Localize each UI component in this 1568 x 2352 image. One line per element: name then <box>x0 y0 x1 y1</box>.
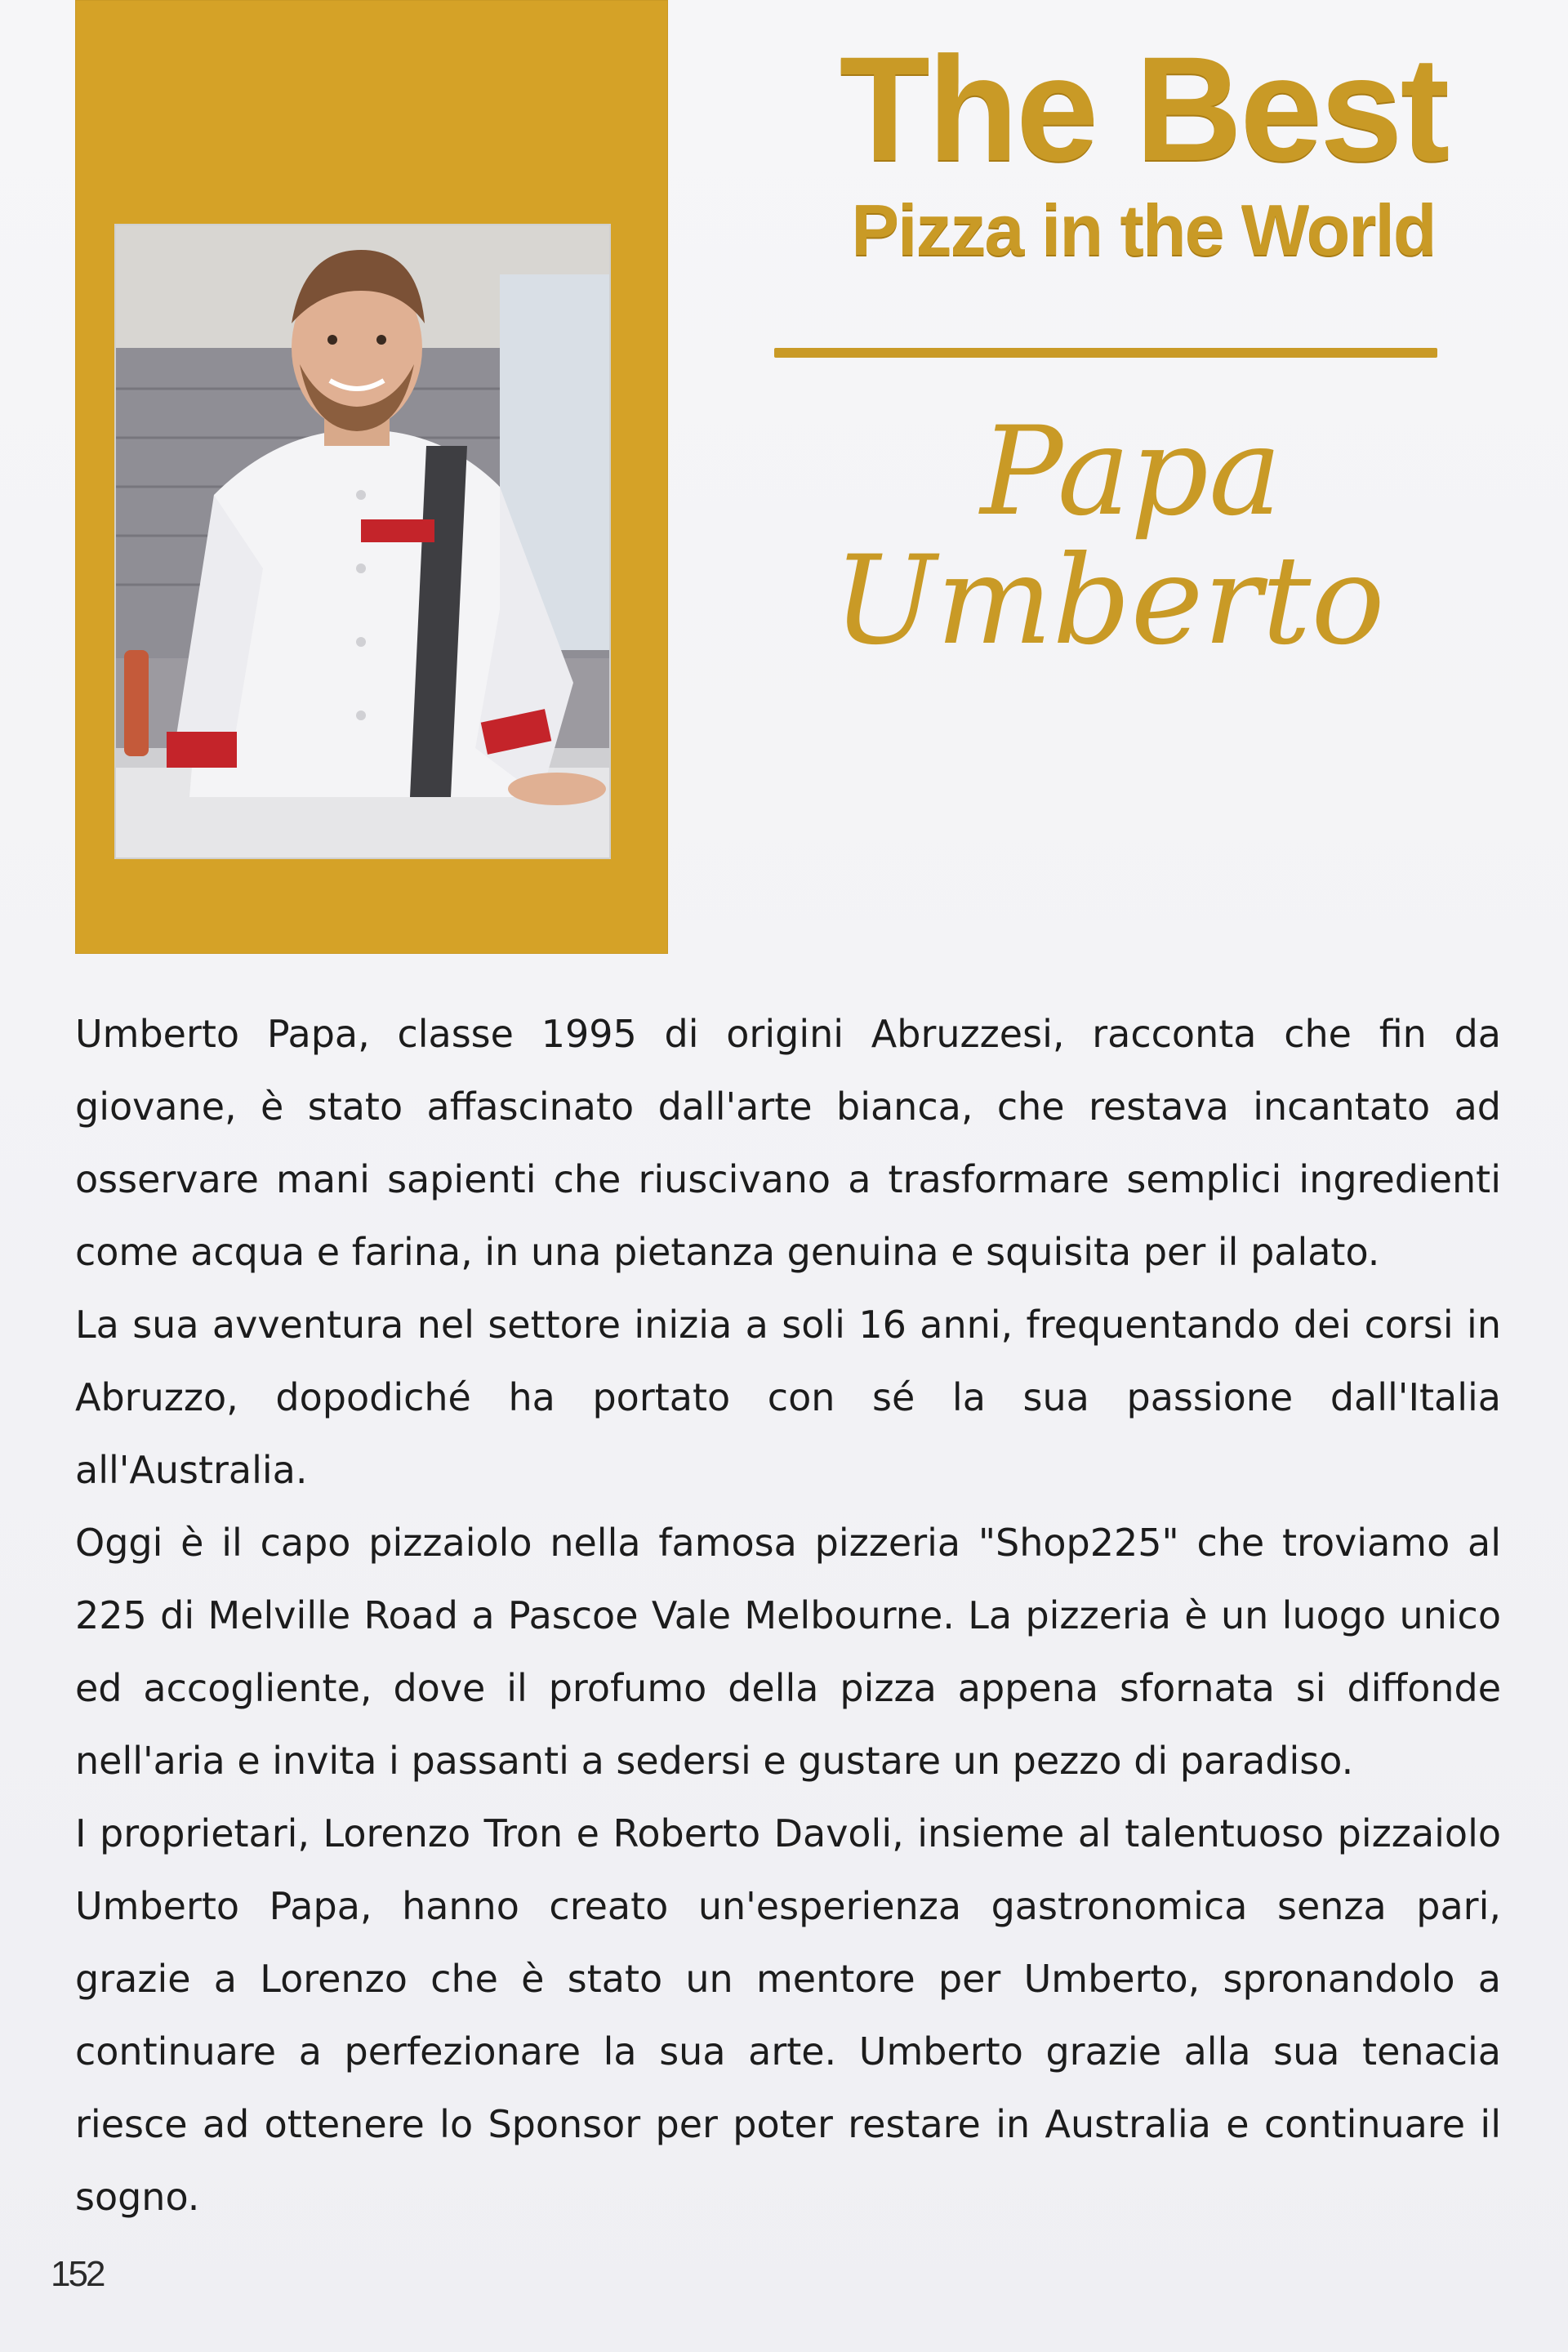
name-second-line: Umberto <box>833 529 1385 672</box>
chef-portrait-photo <box>114 224 611 859</box>
article-body <box>75 998 1501 2234</box>
name-first-line: Papa <box>980 401 1282 543</box>
paragraph: Umberto Papa, classe 1995 di origini Abruzzesi, racconta che fin da giovane, è stato affascinato dall'arte bianca, che restava incantato ad osservare mani sapienti che riuscivano a trasformare semplici ingredienti come acqua e farina, in una pietanza genuina e squisita per il palato. <box>75 1012 1501 1274</box>
paragraph: I proprietari, Lorenzo Tron e Roberto Davoli, insieme al talentuoso pizzaiolo Umberto Papa, hanno creato un'esperienza gastronomica senza pari, grazie a Lorenzo che è stato un mentore per Umberto, spronandolo a continuare a perfezionare la sua arte. Umberto grazie alla sua tenacia riesce ad ottenere lo Sponsor per poter restare in Australia e continuare il sogno. <box>75 1811 1501 2219</box>
paragraph: Oggi è il capo pizzaiolo nella famosa pizzeria "Shop225" che troviamo al 225 di Melville Road a Pascoe Vale Melbourne. La pizzeria è un luogo unico ed accogliente, dove il profumo della pizza appena sfornata si diffonde nell'aria e invita i passanti a sedersi e gustare un pezzo di paradiso. <box>75 1521 1501 1783</box>
portrait-photo-icon <box>116 225 609 858</box>
chef-name-script <box>833 401 1385 672</box>
title-pizza-in-the-world: Pizza in the World <box>851 189 1436 270</box>
paragraph: La sua avventura nel settore inizia a soli 16 anni, frequentando dei corsi in Abruzzo, dopodiché ha portato con sé la sua passione dall'Italia all'Australia. <box>75 1303 1501 1492</box>
gold-divider <box>774 348 1437 358</box>
page-number: 152 <box>51 2254 104 2294</box>
title-the-best: The Best <box>839 25 1448 192</box>
